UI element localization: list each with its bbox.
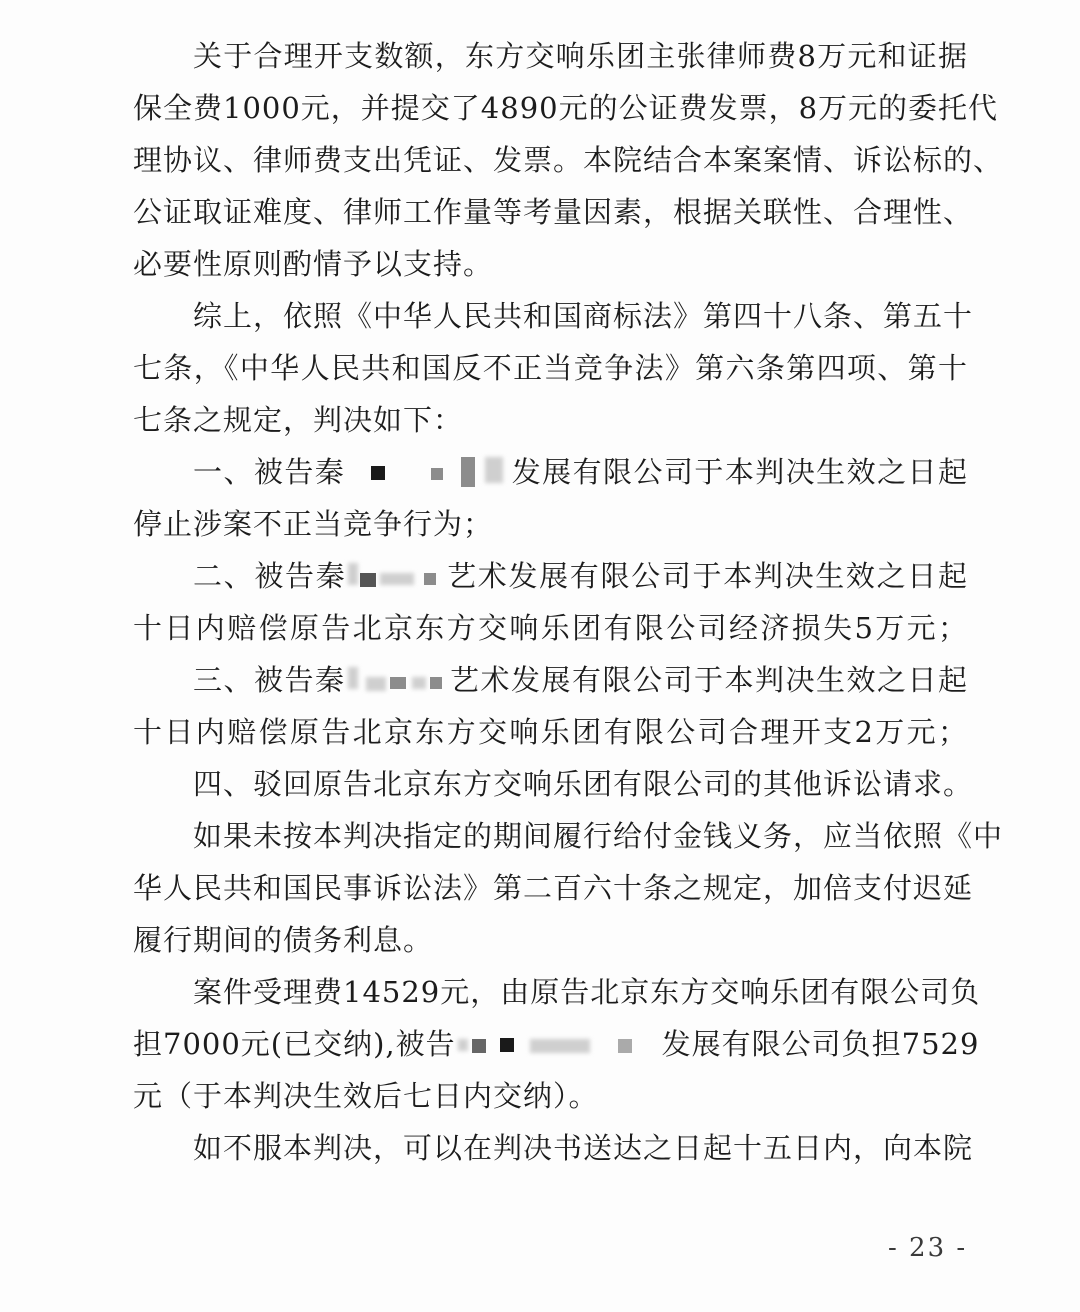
text-line: 保全费1000元，并提交了4890元的公证费发票，8万元的委托代	[133, 91, 999, 125]
text-line: 华人民共和国民事诉讼法》第二百六十条之规定，加倍支付迟延	[133, 871, 974, 905]
redaction-mark	[346, 665, 450, 695]
text-line: 必要性原则酌情予以支持。	[133, 247, 494, 281]
text-line: 七条，《中华人民共和国反不正当竞争法》第六条第四项、第十	[133, 351, 968, 385]
text-line: 履行期间的债务利息。	[133, 923, 434, 957]
redacted-line-suffix: 发展有限公司于本判决生效之日起	[511, 455, 968, 489]
text-line: 四、驳回原告北京东方交响乐团有限公司的其他诉讼请求。	[193, 767, 974, 801]
text-line: 关于合理开支数额，东方交响乐团主张律师费8万元和证据	[193, 39, 968, 73]
text-line: 十日内赔偿原告北京东方交响乐团有限公司合理开支2万元；	[133, 715, 968, 749]
judgment-item-3	[193, 654, 968, 706]
redacted-line-prefix: 三、被告秦	[193, 663, 346, 697]
redacted-line-prefix: 二、被告秦	[193, 559, 347, 593]
text-line: 案件受理费14529元，由原告北京东方交响乐团有限公司负	[193, 975, 981, 1009]
text-line: 如不服本判决，可以在判决书送达之日起十五日内，向本院	[193, 1131, 974, 1165]
text-line: 元（于本判决生效后七日内交纳）。	[133, 1079, 599, 1113]
redacted-line-suffix: 艺术发展有限公司于本判决生效之日起	[449, 663, 968, 697]
redaction-mark	[456, 1029, 662, 1059]
text-line: 七条之规定，判决如下：	[133, 403, 464, 437]
text-line: 综上，依照《中华人民共和国商标法》第四十八条、第五十	[193, 299, 974, 333]
redacted-line-suffix: 艺术发展有限公司于本判决生效之日起	[446, 559, 968, 593]
text-line: 公证取证难度、律师工作量等考量因素，根据关联性、合理性、	[133, 195, 974, 229]
redaction-mark	[346, 561, 446, 591]
redacted-line-suffix: 发展有限公司负担7529	[661, 1027, 980, 1061]
text-line: 如果未按本判决指定的期间履行给付金钱义务，应当依照《中	[193, 819, 1004, 853]
judgment-item-1	[193, 446, 968, 498]
redacted-line-prefix: 一、被告秦	[193, 455, 346, 489]
judgment-item-2	[193, 550, 968, 602]
page-number: - 23 -	[888, 1233, 968, 1263]
redaction-mark	[345, 457, 511, 487]
text-line: 十日内赔偿原告北京东方交响乐团有限公司经济损失5万元；	[133, 611, 968, 645]
fee-line	[133, 1018, 980, 1070]
text-line: 停止涉案不正当竞争行为；	[133, 507, 494, 541]
redacted-line-prefix: 担7000元(已交纳),被告	[133, 1027, 456, 1061]
text-line: 理协议、律师费支出凭证、发票。本院结合本案案情、诉讼标的、	[133, 143, 1004, 177]
